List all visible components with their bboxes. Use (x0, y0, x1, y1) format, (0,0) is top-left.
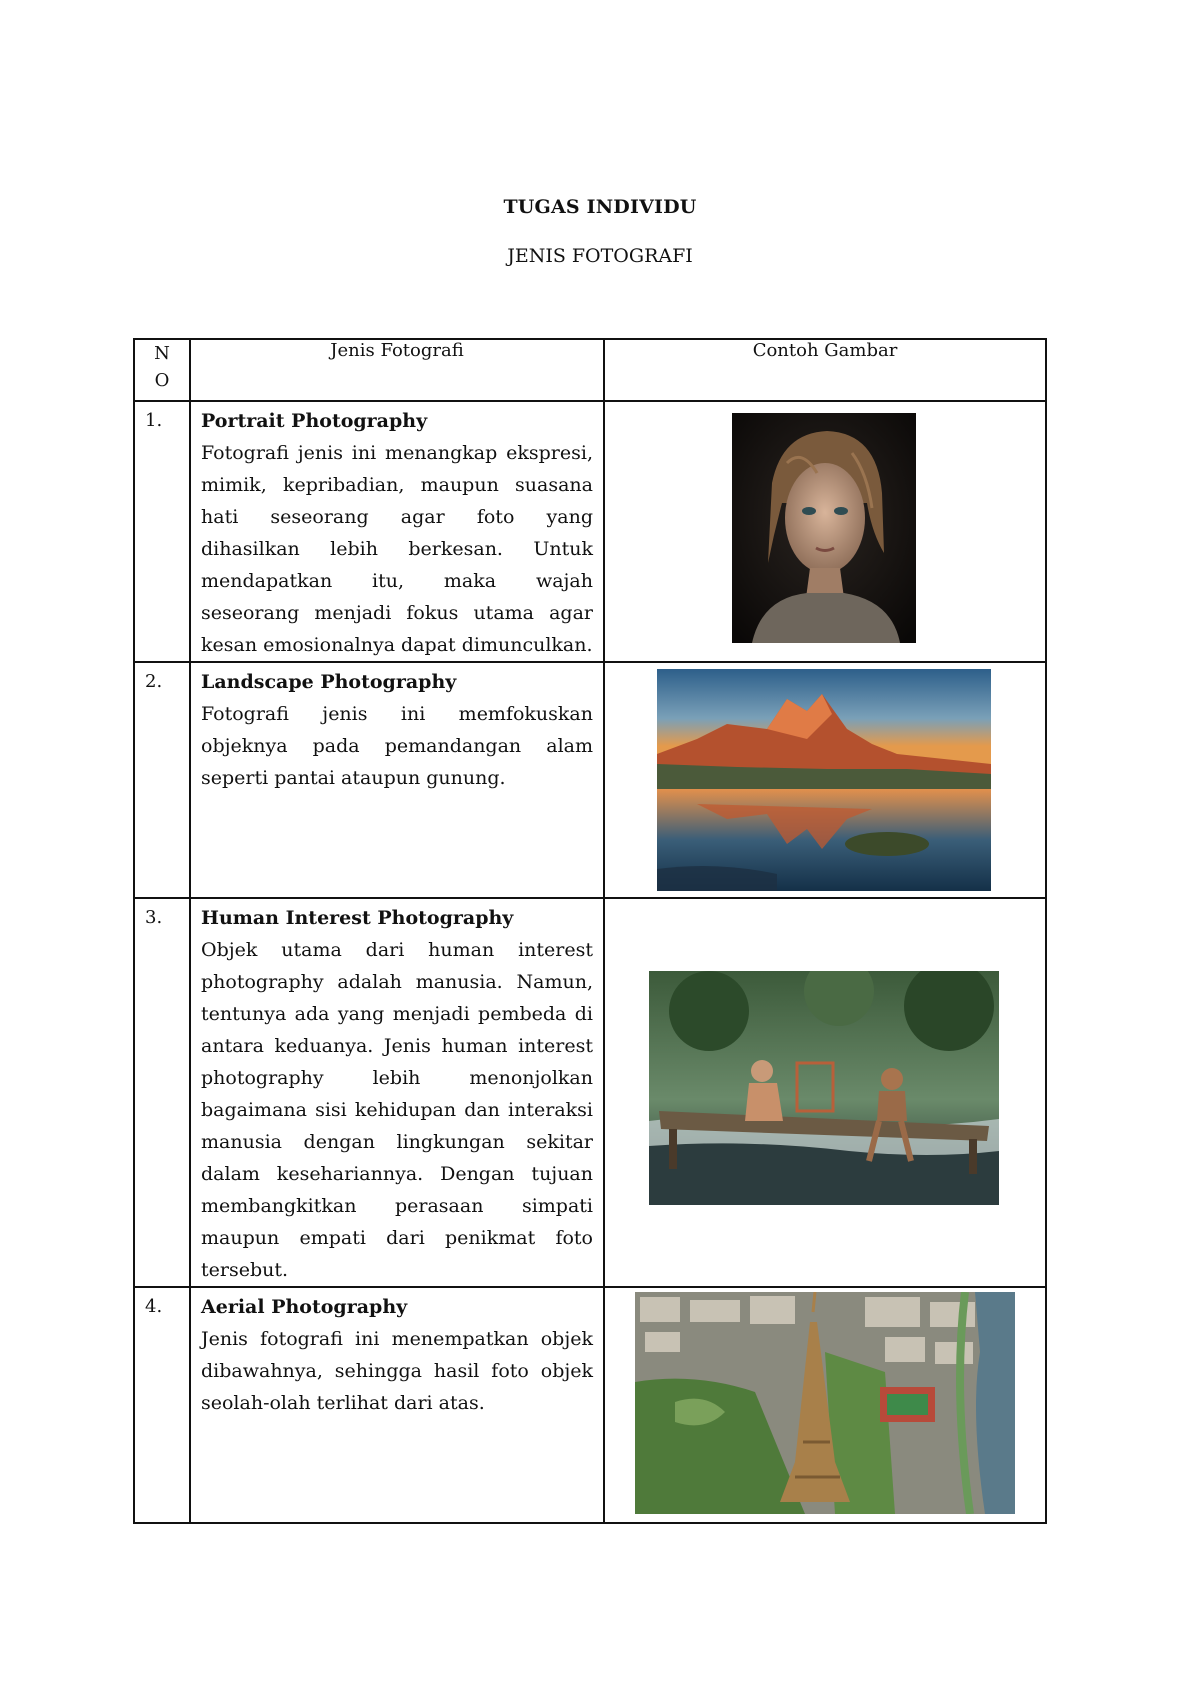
header-no-line1: N (154, 343, 170, 364)
row-description (190, 1287, 604, 1523)
row-text: Jenis fotografi ini menempatkan objek dibawahnya, sehingga hasil foto objek seolah-olah terlihat dari atas. (201, 1328, 593, 1414)
document-title: TUGAS INDIVIDU (503, 196, 697, 218)
row-number: 2. (134, 662, 190, 898)
row-text: Objek utama dari human interest photography adalah manusia. Namun, tentunya ada yang menjadi pembeda di antara keduanya. Jenis human interest photography lebih menonjolkan bagaimana sisi kehidupan dan interaksi manusia dengan lingkungan sekitar dalam kesehariannya. Dengan tujuan membangkitkan perasaan simpati maupun empati dari penikmat foto tersebut. (201, 939, 593, 1281)
table-row (134, 401, 1046, 662)
header-contoh-gambar: Contoh Gambar (604, 339, 1046, 401)
row-title: Human Interest Photography (201, 907, 514, 929)
header-no-line2: O (154, 370, 170, 391)
portrait-photo (732, 413, 916, 643)
table-row (134, 898, 1046, 1287)
row-description (190, 898, 604, 1287)
row-image-cell (604, 898, 1046, 1287)
row-number: 4. (134, 1287, 190, 1523)
row-description (190, 662, 604, 898)
row-text: Fotografi jenis ini memfokuskan objeknya pada pemandangan alam seperti pantai ataupun gunung. (201, 703, 593, 789)
header-jenis-fotografi: Jenis Fotografi (190, 339, 604, 401)
header-no (134, 339, 190, 401)
table-row (134, 1287, 1046, 1523)
table-row (134, 662, 1046, 898)
row-text: Fotografi jenis ini menangkap ekspresi, mimik, kepribadian, maupun suasana hati seseorang agar foto yang dihasilkan lebih berkesan. Untuk mendapatkan itu, maka wajah seseorang menjadi fokus utama agar kesan emosionalnya dapat dimunculkan. (201, 442, 593, 656)
aerial-photo (635, 1292, 1015, 1514)
human-interest-photo (649, 971, 999, 1205)
row-title: Aerial Photography (201, 1296, 408, 1318)
row-title: Portrait Photography (201, 410, 428, 432)
row-number: 3. (134, 898, 190, 1287)
row-image-cell (604, 1287, 1046, 1523)
row-image-cell (604, 401, 1046, 662)
row-title: Landscape Photography (201, 671, 457, 693)
table-header-row (134, 339, 1046, 401)
row-description (190, 401, 604, 662)
document-subtitle: JENIS FOTOGRAFI (507, 245, 693, 267)
row-number: 1. (134, 401, 190, 662)
photography-types-table (133, 338, 1047, 1524)
landscape-photo (657, 669, 991, 891)
row-image-cell (604, 662, 1046, 898)
